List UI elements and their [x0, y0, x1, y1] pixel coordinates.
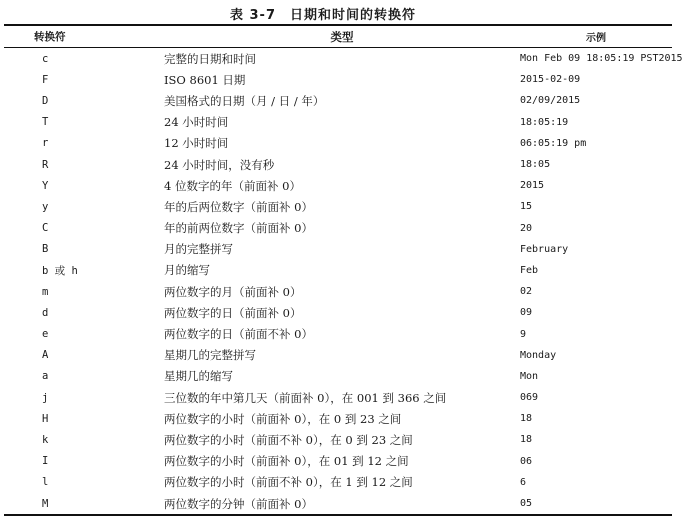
cell-example: 2015-02-09: [520, 74, 581, 86]
cell-type: 两位数字的月（前面补 0）: [164, 284, 302, 299]
cell-code: d: [42, 306, 49, 319]
cell-type: 两位数字的分钟（前面补 0）: [164, 496, 313, 511]
header-row: [4, 25, 672, 48]
table-row: [4, 451, 672, 472]
cell-code: e: [42, 328, 49, 341]
table-row: [4, 112, 672, 133]
cell-type: 两位数字的日（前面补 0）: [164, 305, 302, 320]
table-row: [4, 281, 672, 302]
cell-type: 12 小时时间: [164, 136, 229, 151]
cell-code: c: [42, 52, 49, 65]
cell-example: 2015: [520, 180, 545, 192]
cell-type: 三位数的年中第几天（前面补 0），在 001 到 366 之间: [164, 390, 447, 405]
cell-code: R: [42, 158, 49, 171]
cell-example: 20: [520, 222, 533, 234]
table-header: [4, 25, 672, 48]
table-body: [4, 48, 683, 516]
cell-example: Feb: [520, 264, 539, 276]
table-row: [4, 472, 672, 493]
cell-example: 18: [520, 413, 533, 425]
table-row: [4, 408, 672, 429]
cell-example: 02: [520, 286, 533, 298]
cell-type: 年的后两位数字（前面补 0）: [164, 199, 313, 214]
table-row: [4, 154, 672, 175]
cell-example: Monday: [520, 349, 557, 361]
cell-type: 两位数字的小时（前面补 0），在 0 到 23 之间: [164, 411, 402, 426]
cell-example: February: [520, 243, 569, 255]
conversion-table-container: [4, 24, 683, 516]
header-example: 示例: [586, 33, 606, 44]
cell-code: r: [42, 137, 49, 150]
cell-type: 24 小时时间，没有秒: [164, 157, 275, 172]
table-row: [4, 196, 672, 217]
cell-example: 18:05:19: [520, 116, 569, 128]
cell-code: m: [42, 285, 49, 298]
table-row: [4, 48, 672, 70]
cell-code: T: [42, 116, 49, 129]
cell-code: A: [42, 349, 49, 362]
conversion-table: [4, 24, 683, 516]
cell-code: y: [42, 200, 49, 213]
cell-example: 09: [520, 307, 533, 319]
cell-code: l: [42, 476, 49, 489]
table-row: [4, 90, 672, 111]
header-type: 类型: [330, 29, 354, 44]
cell-code: k: [42, 433, 49, 446]
table-row: [4, 323, 672, 344]
cell-type: 两位数字的小时（前面补 0），在 01 到 12 之间: [164, 454, 409, 469]
cell-code: j: [42, 391, 49, 404]
table-row: [4, 429, 672, 450]
cell-example: 18:05: [520, 159, 551, 171]
cell-type: 两位数字的小时（前面不补 0），在 1 到 12 之间: [164, 475, 413, 490]
table-row: [4, 387, 672, 408]
table-row: [4, 366, 672, 387]
table-row: [4, 175, 672, 196]
cell-example: 06:05:19 pm: [520, 137, 587, 149]
cell-example: 06: [520, 455, 533, 467]
table-row: [4, 239, 672, 260]
header-code: 转换符: [34, 31, 66, 43]
table-caption: 表 3-7 日期和时间的转换符: [229, 8, 416, 23]
cell-code: Y: [42, 179, 49, 192]
table-row: [4, 133, 672, 154]
cell-code: F: [42, 73, 49, 86]
cell-code: B: [42, 243, 49, 256]
cell-type: 年的前两位数字（前面补 0）: [164, 221, 313, 236]
cell-type: 月的缩写: [164, 263, 210, 278]
cell-example: 18: [520, 434, 533, 446]
cell-code: b 或 h: [42, 264, 78, 277]
cell-code: a: [42, 370, 49, 383]
cell-example: 6: [520, 476, 527, 488]
cell-example: Mon: [520, 370, 539, 382]
cell-code: C: [42, 222, 49, 235]
cell-code: D: [42, 94, 49, 107]
cell-code: H: [42, 412, 49, 425]
cell-code: M: [42, 497, 49, 510]
cell-example: Mon Feb 09 18:05:19 PST2015: [520, 53, 683, 65]
cell-type: 两位数字的日（前面不补 0）: [164, 327, 313, 342]
table-row: [4, 493, 672, 515]
cell-type: 星期几的完整拼写: [164, 348, 256, 363]
cell-example: 9: [520, 328, 527, 340]
table-row: [4, 302, 672, 323]
cell-type: 24 小时时间: [164, 115, 229, 130]
table-row: [4, 218, 672, 239]
table-row: [4, 260, 672, 281]
cell-example: 15: [520, 201, 533, 213]
table-row: [4, 69, 672, 90]
cell-type: 完整的日期和时间: [164, 51, 256, 66]
cell-example: 02/09/2015: [520, 95, 581, 107]
cell-type: 美国格式的日期（月 / 日 / 年）: [164, 93, 325, 108]
table-row: [4, 345, 672, 366]
cell-code: I: [42, 455, 49, 468]
cell-type: ISO 8601 日期: [164, 72, 246, 87]
cell-example: 05: [520, 498, 533, 510]
cell-type: 星期几的缩写: [164, 369, 233, 384]
cell-type: 两位数字的小时（前面不补 0），在 0 到 23 之间: [164, 432, 413, 447]
cell-type: 4 位数字的年（前面补 0）: [164, 178, 301, 193]
cell-example: 069: [520, 392, 539, 404]
cell-type: 月的完整拼写: [164, 242, 233, 257]
